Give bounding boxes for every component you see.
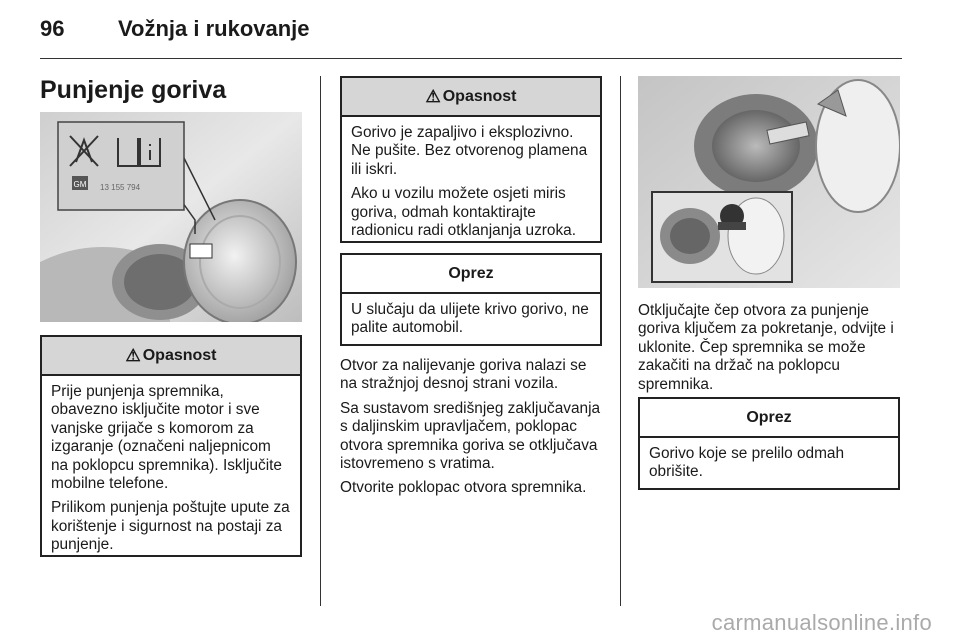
section-title: Punjenje goriva — [40, 76, 227, 104]
danger-box-fuelling — [40, 335, 302, 557]
watermark: carmanualsonline.info — [711, 610, 932, 635]
caution-box-wrong-fuel — [340, 253, 602, 346]
danger-paragraph-2: Ako u vozilu možete osjeti miris goriva, odmah kontaktirajte radionicu radi otklanjanja uzroka. — [351, 185, 577, 240]
danger-box-title: Opasnost — [142, 346, 217, 364]
fuel-cap-figure — [638, 76, 900, 288]
fuel-flap-illustration — [40, 112, 302, 322]
caution-box-header: Oprez — [342, 255, 600, 294]
middle-paragraph-1: Otvor za nalijevanje goriva nalazi se na stražnjoj desnoj strani vozila. — [340, 357, 587, 393]
danger-paragraph-1: Prije punjenja spremnika, obavezno isključite motor i sve vanjske grijače s komorom za izgaranje (označeni naljepnicom na poklopcu spremnika). Isključite mobilne telefone. — [51, 383, 282, 493]
label-code: 13 155 794 — [100, 183, 141, 192]
danger-box-flammable — [340, 76, 602, 243]
middle-paragraph-3: Otvorite poklopac otvora spremnika. — [340, 479, 587, 497]
middle-paragraph-2: Sa sustavom središnjeg zaključavanja s daljinskim upravljačem, poklopac otvora spremnika goriva se otključava istovremeno s vratima. — [340, 399, 601, 473]
right-text-block — [638, 302, 902, 394]
danger-paragraph-2: Prilikom punjenja poštujte upute za korištenje i sigurnost na postaji za punjenje. — [51, 499, 290, 554]
caution-box-header: Oprez — [640, 399, 898, 438]
warning-triangle-icon: ⚠ — [425, 86, 441, 106]
danger-box-header — [342, 78, 600, 117]
header-title: Vožnja i rukovanje — [118, 16, 310, 41]
column-divider-right — [620, 76, 621, 606]
fuel-cap-illustration — [638, 76, 900, 288]
fuel-flap-label-figure — [40, 112, 302, 322]
caution-box-spilled-fuel — [638, 397, 900, 490]
page-number: 96 — [40, 16, 65, 41]
warning-triangle-icon: ⚠ — [125, 345, 141, 365]
danger-box-header — [42, 337, 300, 376]
danger-paragraph-1: Gorivo je zapaljivo i eksplozivno. Ne pušite. Bez otvorenog plamena ili iskri. — [351, 124, 588, 178]
header-divider — [40, 58, 902, 59]
gm-logo-text: GM — [73, 180, 87, 189]
caution-text: U slučaju da ulijete krivo gorivo, ne palite automobil. — [351, 301, 589, 337]
danger-box-title: Opasnost — [442, 87, 517, 105]
caution-text: Gorivo koje se prelilo odmah obrišite. — [649, 445, 845, 481]
right-paragraph: Otključajte čep otvora za punjenje goriva ključem za pokretanje, odvijte i uklonite. Čep spremnika se može zakačiti na držač na poklopcu spremnika. — [638, 302, 894, 393]
middle-text-block — [340, 357, 602, 498]
column-divider-left — [320, 76, 321, 606]
